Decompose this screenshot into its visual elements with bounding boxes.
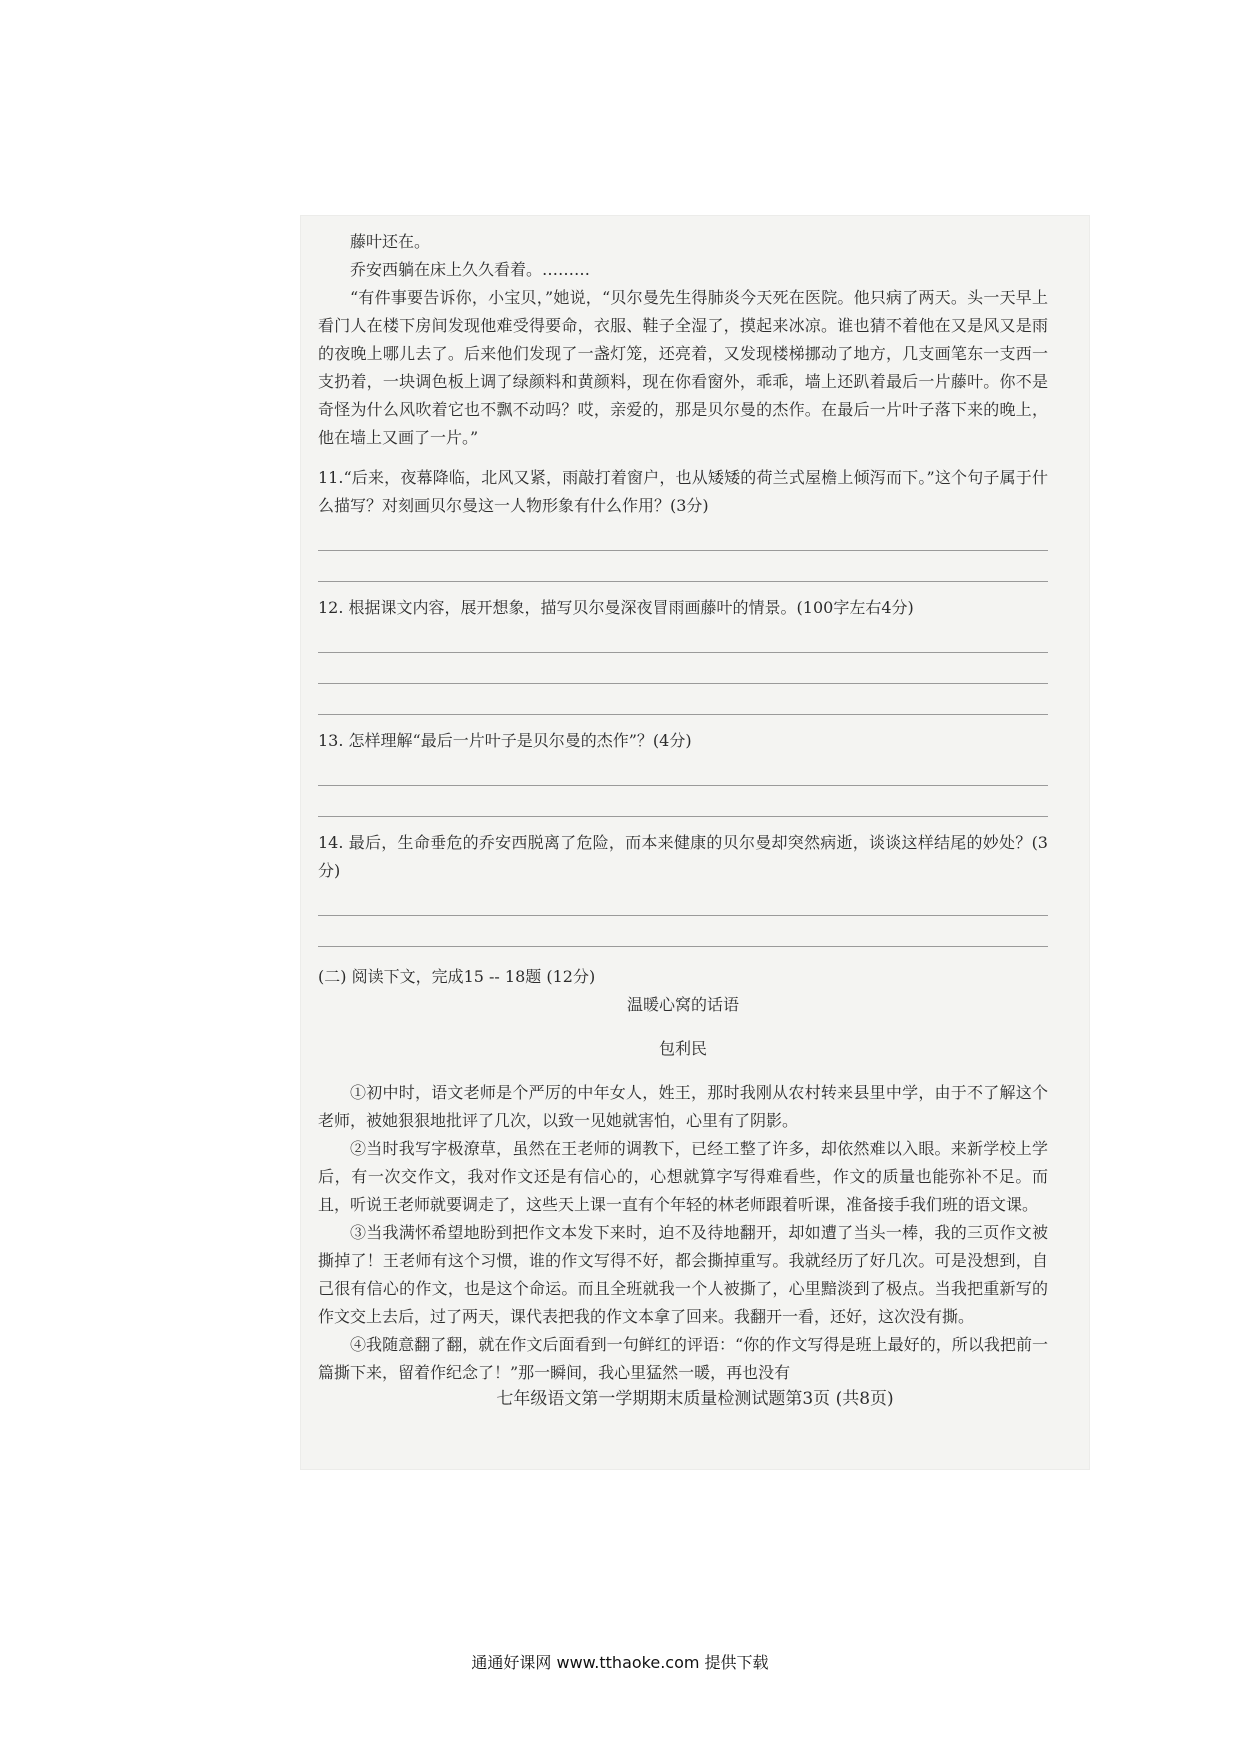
reading-paragraph-3: ③当我满怀希望地盼到把作文本发下来时，迫不及待地翻开，却如遭了当头一棒，我的三页作文被撕掉了！王老师有这个习惯，谁的作文写得不好，都会撕掉重写。我就经历了好几次。可是没想到，自己很有信心的作文，也是这个命运。而且全班就我一个人被撕了，心里黯淡到了极点。当我把重新写的作文交上去后，过了两天，课代表把我的作文本拿了回来。我翻开一看，还好，这次没有撕。 — [318, 1223, 1048, 1326]
question-12: 12. 根据课文内容，展开想象，描写贝尔曼深夜冒雨画藤叶的情景。(100字左右4分) — [318, 598, 914, 617]
download-note: 通通好课网 www.tthaoke.com 提供下载 — [471, 1653, 769, 1672]
page-content — [318, 228, 1048, 1387]
answer-area-12 — [318, 652, 1048, 715]
reading-paragraph-2: ②当时我写字极潦草，虽然在王老师的调教下，已经工整了许多，却依然难以入眼。来新学校上学后，有一次交作文，我对作文还是有信心的，心想就算字写得难看些，作文的质量也能弥补不足。而且，听说王老师就要调走了，这些天上课一直有个年轻的林老师跟着听课，准备接手我们班的语文课。 — [318, 1139, 1048, 1214]
question-13: 13. 怎样理解“最后一片叶子是贝尔曼的杰作”？(4分) — [318, 731, 692, 750]
answer-area-14 — [318, 915, 1048, 947]
passage-title: 温暖心窝的话语 — [626, 995, 739, 1014]
answer-line — [318, 652, 1048, 653]
answer-line — [318, 946, 1048, 947]
answer-line — [318, 785, 1048, 786]
reading-paragraph-1: ①初中时，语文老师是个严厉的中年女人，姓王，那时我刚从农村转来县里中学，由于不了解这个老师，被她狠狠地批评了几次，以致一见她就害怕，心里有了阴影。 — [318, 1083, 1048, 1130]
answer-area-13 — [318, 785, 1048, 817]
answer-line — [318, 550, 1048, 551]
question-14: 14. 最后，生命垂危的乔安西脱离了危险，而本来健康的贝尔曼却突然病逝，谈谈这样结尾的妙处？(3分) — [318, 833, 1048, 880]
section-heading: (二) 阅读下文，完成15 -- 18题 (12分) — [318, 967, 596, 986]
passage-line: 藤叶还在。 — [350, 232, 431, 251]
question-11: 11.“后来，夜幕降临，北风又紧，雨敲打着窗户，也从矮矮的荷兰式屋檐上倾泻而下。”这个句子属于什么描写？对刻画贝尔曼这一人物形象有什么作用？(3分) — [318, 468, 1048, 515]
answer-line — [318, 915, 1048, 916]
reading-paragraph-4: ④我随意翻了翻，就在作文后面看到一句鲜红的评语：“你的作文写得是班上最好的，所以我把前一篇撕下来，留着作纪念了！”那一瞬间，我心里猛然一暖，再也没有 — [318, 1335, 1048, 1382]
answer-line — [318, 816, 1048, 817]
answer-line — [318, 581, 1048, 582]
passage-author: 包利民 — [658, 1039, 707, 1058]
page-footer: 七年级语文第一学期期末质量检测试题第3页 (共8页) — [496, 1389, 894, 1409]
passage-paragraph: “有件事要告诉你，小宝贝，”她说，“贝尔曼先生得肺炎今天死在医院。他只病了两天。头一天早上看门人在楼下房间发现他难受得要命，衣服、鞋子全湿了，摸起来冰凉。谁也猜不着他在又是风又是雨的夜晚上哪儿去了。后来他们发现了一盏灯笼，还亮着，又发现楼梯挪动了地方，几支画笔东一支西一支扔着，一块调色板上调了绿颜料和黄颜料，现在你看窗外，乖乖，墙上还趴着最后一片藤叶。你不是奇怪为什么风吹着它也不飘不动吗？哎，亲爱的，那是贝尔曼的杰作。在最后一片叶子落下来的晚上，他在墙上又画了一片。” — [318, 288, 1048, 447]
passage-line: 乔安西躺在床上久久看着。……… — [350, 260, 591, 279]
answer-line — [318, 714, 1048, 715]
answer-line — [318, 683, 1048, 684]
answer-area-11 — [318, 550, 1048, 582]
